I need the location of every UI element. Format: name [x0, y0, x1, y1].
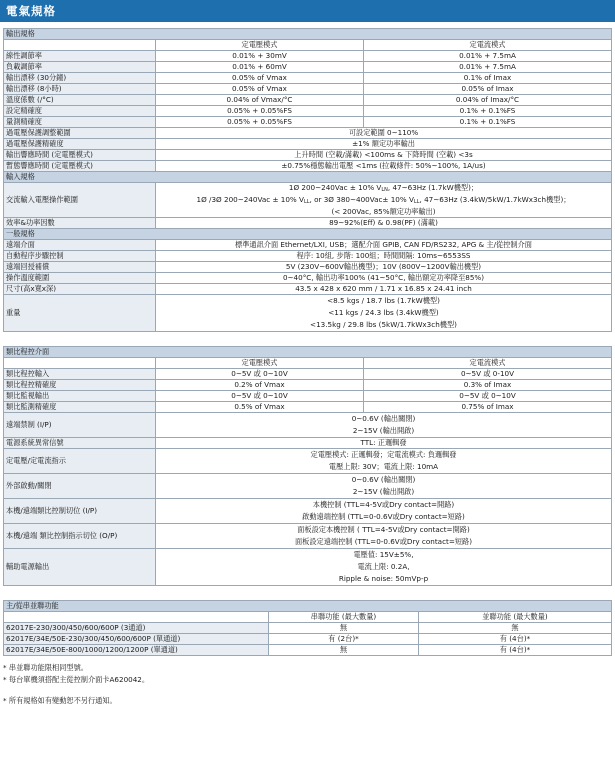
row-label: 操作溫度範圍 — [4, 273, 156, 284]
col-cv: 定電壓模式 — [156, 40, 364, 51]
row-label: 線性調節率 — [4, 51, 156, 62]
cv-value: 0.5% of Vmax — [156, 402, 364, 413]
row-label: 62017E-230/300/450/600/600P (3通道) — [4, 623, 269, 634]
row-label: 尺寸(高x寬x深) — [4, 284, 156, 295]
row-label: 本機/遠端 類比控制指示切位 (O/P) — [4, 524, 156, 549]
parallel-value: 有 (4台)* — [419, 634, 612, 645]
cc-value: 0.3% of Imax — [364, 380, 612, 391]
row-label: 過電壓保護精確度 — [4, 139, 156, 150]
cc-value: 0.75% of Imax — [364, 402, 612, 413]
analog-spec-table — [3, 346, 612, 586]
master-slave-table — [3, 600, 612, 656]
input-range-value: 1Ø 200~240Vac ± 10% $V_{LN}$, 47~63Hz (1.7kW機型)； 1Ø /3Ø 200~240Vac ± 10% $V_{LL}$, or 3Ø 380~400Vac± 10% $V_{LL}$, 47~63Hz (3.4kW/5kW/1.7kWx3ch機型)； (< 200Vac, 85%額定功率輸出) — [156, 183, 612, 218]
cv-value: 0.01% + 60mV — [156, 62, 364, 73]
row-label: 類比監測精確度 — [4, 402, 156, 413]
remote-value: 0~0.6V (輸出關閉) 2~15V (輸出開啟) — [156, 413, 612, 438]
cc-value: 0.05% of Imax — [364, 84, 612, 95]
spec-container — [3, 28, 612, 707]
section-analog: 類比程控介面 — [4, 347, 612, 358]
cc-value: 0.1% + 0.1%FS — [364, 106, 612, 117]
merged-value: 上升時間 (空載/滿載) <100ms & 下降時間 (空載) <3s — [156, 150, 612, 161]
row-label: 過電壓保護調整範圍 — [4, 128, 156, 139]
row-label: 溫度係數 (/°C) — [4, 95, 156, 106]
row-label: 遠端回授補償 — [4, 262, 156, 273]
cv-value: 0.05% of Vmax — [156, 84, 364, 95]
merged-value: 可設定範圍 0~110% — [156, 128, 612, 139]
cc-value: 0.1% + 0.1%FS — [364, 117, 612, 128]
cc-value: 0~5V 或 0-10V — [364, 369, 612, 380]
general-value: 標準通訊介面 Ethernet/LXI, USB；選配介面 GPIB, CAN FD/RS232, APG & 主/從控制介面 — [156, 240, 612, 251]
row-label: 類比程控精確度 — [4, 380, 156, 391]
row-label: 本機/遠端類比控制切位 (I/P) — [4, 499, 156, 524]
col-parallel: 並聯功能 (最大數量) — [419, 612, 612, 623]
section-master: 主/從串並聯功能 — [4, 601, 612, 612]
general-value: 程序: 10組, 步階: 100組；時間間隔: 10ms~6553SS — [156, 251, 612, 262]
series-value: 有 (2台)* — [269, 634, 419, 645]
cv-value: 0.05% + 0.05%FS — [156, 106, 364, 117]
series-value: 無 — [269, 623, 419, 634]
col-series: 串聯功能 (最大數量) — [269, 612, 419, 623]
ind-value: 面板設定本機控制 ( TTL=4-5V或Dry contact=開路) 面板設定遠端控制 (TTL=0-0.6V或Dry contact=短路) — [156, 524, 612, 549]
ext-value: 0~0.6V (輸出關閉) 2~15V (輸出開啟) — [156, 474, 612, 499]
alarm-value: TTL: 正邏輯發 — [156, 438, 612, 449]
merged-value: ±1% 額定功率輸出 — [156, 139, 612, 150]
row-label: 外部啟動/關閉 — [4, 474, 156, 499]
cv-value: 0~5V 或 0~10V — [156, 391, 364, 402]
footnotes — [3, 662, 612, 706]
cv-value: 0.04% of Vmax/°C — [156, 95, 364, 106]
col-cc: 定電流模式 — [364, 358, 612, 369]
general-value: 43.5 x 428 x 620 mm / 1.71 x 16.85 x 24.41 inch — [156, 284, 612, 295]
footnote: * 串並聯功能限相同型號。 — [3, 663, 88, 672]
footnote: * 每台單機須搭配主從控制介面卡A620042。 — [3, 675, 150, 684]
row-label: 類比監視輸出 — [4, 391, 156, 402]
cv-value: 0.2% of Vmax — [156, 380, 364, 391]
general-value: 5V (230V~600V輸出機型)；10V (800V~1200V輸出機型) — [156, 262, 612, 273]
series-value: 無 — [269, 645, 419, 656]
section-output: 輸出規格 — [4, 29, 612, 40]
output-spec-table — [3, 28, 612, 332]
row-label: 輸出響應時間 (定電壓模式) — [4, 150, 156, 161]
general-value: 0~40°C, 輸出功率100% (41~50°C, 輸出額定功率降至85%) — [156, 273, 612, 284]
row-label: 類比程控輸入 — [4, 369, 156, 380]
col-cv: 定電壓模式 — [156, 358, 364, 369]
cc-value: 0.01% + 7.5mA — [364, 62, 612, 73]
row-label: 62017E/34E/50E-800/1000/1200/1200P (單通道) — [4, 645, 269, 656]
cc-value: 0~5V 或 0~10V — [364, 391, 612, 402]
col-cc: 定電流模式 — [364, 40, 612, 51]
row-label: 交流輸入電壓操作範圍 — [4, 183, 156, 218]
row-label: 重量 — [4, 295, 156, 332]
aux-value: 電壓值: 15V±5%, 電流上限: 0.2A, Ripple & noise: 50mVp-p — [156, 549, 612, 586]
row-label: 電源系統異常信號 — [4, 438, 156, 449]
cc-value: 0.1% of Imax — [364, 73, 612, 84]
row-label: 效率&功率因數 — [4, 218, 156, 229]
parallel-value: 有 (4台)* — [419, 645, 612, 656]
eff-value: 89~92%(Eff) & 0.98(PF) (滿載) — [156, 218, 612, 229]
row-label: 量測精確度 — [4, 117, 156, 128]
cv-value: 0.01% + 30mV — [156, 51, 364, 62]
page-title: 電氣規格 — [0, 0, 615, 22]
row-label: 定電壓/定電流指示 — [4, 449, 156, 474]
row-label: 輸出漂移 (30分鐘) — [4, 73, 156, 84]
row-label: 遠端介面 — [4, 240, 156, 251]
cv-value: 0~5V 或 0~10V — [156, 369, 364, 380]
section-input: 輸入規格 — [4, 172, 612, 183]
row-label: 自動程序步驟控制 — [4, 251, 156, 262]
footnote: * 所有規格如有變動恕不另行通知。 — [3, 696, 117, 705]
local-value: 本機控制 (TTL=4-5V或Dry contact=開路) 啟動遠端控制 (TTL=0-0.6V或Dry contact=短路) — [156, 499, 612, 524]
mode-value: 定電壓模式: 正邏輯發；定電流模式: 負邏輯發 電壓上限: 30V；電流上限: 10mA — [156, 449, 612, 474]
row-label: 暫態響應時間 (定電壓模式) — [4, 161, 156, 172]
row-label: 輸出漂移 (8小時) — [4, 84, 156, 95]
row-label: 負載調節率 — [4, 62, 156, 73]
row-label: 遠端禁制 (I/P) — [4, 413, 156, 438]
row-label: 輔助電源輸出 — [4, 549, 156, 586]
weight-value: <8.5 kgs / 18.7 lbs (1.7kW機型) <11 kgs / 24.3 lbs (3.4kW機型) <13.5kg / 29.8 lbs (5kW/1.7kWx3ch機型) — [156, 295, 612, 332]
row-label: 設定精確度 — [4, 106, 156, 117]
section-general: 一般規格 — [4, 229, 612, 240]
merged-value: ±0.75%穩態輸出電壓 <1ms (拉載條件: 50%~100%, 1A/us) — [156, 161, 612, 172]
row-label: 62017E/34E/50E-230/300/450/600/600P (單通道) — [4, 634, 269, 645]
cv-value: 0.05% + 0.05%FS — [156, 117, 364, 128]
cc-value: 0.04% of Imax/°C — [364, 95, 612, 106]
parallel-value: 無 — [419, 623, 612, 634]
cc-value: 0.01% + 7.5mA — [364, 51, 612, 62]
cv-value: 0.05% of Vmax — [156, 73, 364, 84]
